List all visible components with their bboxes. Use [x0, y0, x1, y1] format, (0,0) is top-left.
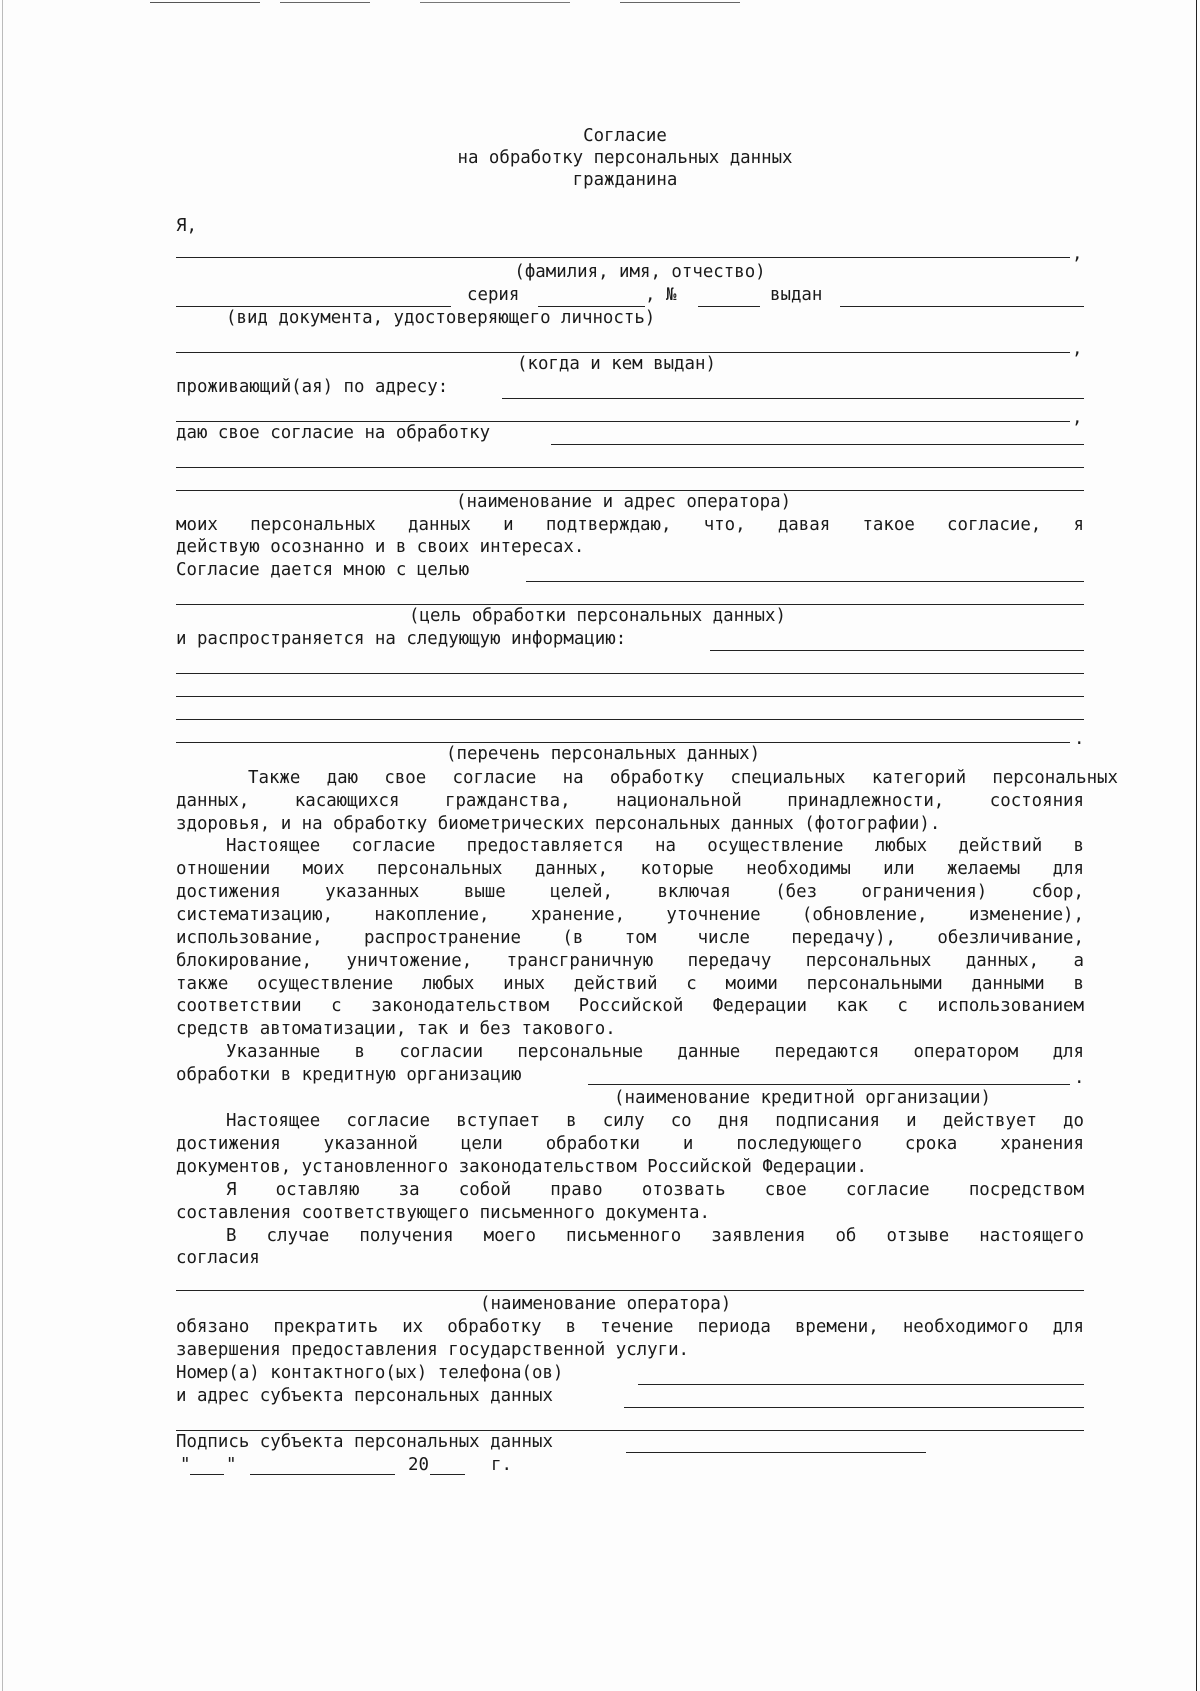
paragraph-line: согласия	[176, 1248, 260, 1268]
paragraph-line: здоровья, и на обработку биометрических персональных данных (фотографии).	[176, 814, 941, 834]
period: .	[1074, 1068, 1085, 1088]
issued-by-field-line[interactable]	[176, 352, 1070, 353]
number-field-line[interactable]	[698, 306, 760, 307]
phone-field-line[interactable]	[638, 1384, 1084, 1385]
paragraph-line: документов, установленного законодательством Российской Федерации.	[176, 1157, 868, 1177]
paragraph-line: также осуществление любых иных действий с моими персональными данными в	[176, 974, 1084, 994]
subject-address-field-line-2[interactable]	[176, 1430, 1084, 1431]
purpose-field-line-2[interactable]	[176, 604, 1084, 605]
operator-field-line[interactable]	[551, 444, 1084, 445]
paragraph-line: В случае получения моего письменного заявления об отзыве настоящего	[226, 1226, 1084, 1246]
title-line1: Согласие	[583, 126, 667, 146]
paragraph-line: данных, касающихся гражданства, национальной принадлежности, состояния	[176, 791, 1084, 811]
paragraph-line: достижения указанной цели обработки и последующего срока хранения	[176, 1134, 1084, 1154]
label-phone: Номер(а) контактного(ых) телефона(ов)	[176, 1363, 564, 1383]
info-field-line-3[interactable]	[176, 696, 1084, 697]
operator-name-field-line[interactable]	[176, 1290, 1084, 1291]
bank-field-line[interactable]	[588, 1084, 1070, 1085]
caption-bank: (наименование кредитной организации)	[614, 1088, 991, 1108]
address-field-line-2[interactable]	[176, 421, 1070, 422]
date-quote-close: "	[226, 1455, 237, 1475]
info-field-line-4[interactable]	[176, 719, 1084, 720]
label-issued-by: выдан	[770, 285, 823, 305]
date-month-field-line[interactable]	[250, 1474, 395, 1475]
scan-edge-right	[1196, 0, 1197, 1691]
caption-fio: (фамилия, имя, отчество)	[514, 262, 766, 282]
paragraph-line: обработки в кредитную организацию	[176, 1065, 522, 1085]
subject-address-field-line[interactable]	[624, 1407, 1084, 1408]
paragraph-line: составления соответствующего письменного документа.	[176, 1203, 710, 1223]
paragraph-line: средств автоматизации, так и без такового.	[176, 1019, 616, 1039]
comma: ,	[1072, 339, 1083, 359]
paragraph-line: отношении моих персональных данных, которые необходимы или желаемы для	[176, 859, 1084, 879]
date-quote-open: "	[180, 1455, 191, 1475]
doc-type-field-line[interactable]	[176, 306, 451, 307]
scan-edge-top	[420, 2, 570, 3]
info-field-line-5[interactable]	[176, 742, 1070, 743]
label-series: серия	[467, 285, 520, 305]
paragraph-line: использование, распространение (в том числе передачу), обезличивание,	[176, 928, 1084, 948]
info-field-line-2[interactable]	[176, 673, 1084, 674]
caption-operator: (наименование оператора)	[480, 1294, 732, 1314]
caption-issued: (когда и кем выдан)	[517, 354, 716, 374]
signature-field-line[interactable]	[626, 1452, 926, 1453]
paragraph-line: обязано прекратить их обработку в течение периода времени, необходимого для	[176, 1317, 1084, 1337]
paragraph-line: блокирование, уничтожение, трансграничную передачу персональных данных, а	[176, 951, 1084, 971]
intro-ya: Я,	[176, 216, 197, 236]
paragraph-line: Настоящее согласие предоставляется на осуществление любых действий в	[226, 836, 1084, 856]
series-field-line[interactable]	[538, 306, 645, 307]
comma: ,	[1072, 408, 1083, 428]
paragraph-line: Также даю свое согласие на обработку специальных категорий персональных	[248, 768, 1118, 788]
scan-edge-left	[2, 0, 3, 1691]
scan-edge-top	[150, 2, 260, 3]
info-field-line[interactable]	[710, 650, 1084, 651]
caption-doc: (вид документа, удостоверяющего личность)	[226, 308, 656, 328]
paragraph-line: Я оставляю за собой право отозвать свое согласие посредством	[226, 1180, 1084, 1200]
paragraph-line: Настоящее согласие вступает в силу со дня подписания и действует до	[226, 1111, 1084, 1131]
title-line2: на обработку персональных данных	[457, 148, 793, 168]
year-suffix: г.	[491, 1455, 512, 1475]
paragraph-line: достижения указанных выше целей, включая (без ограничения) сбор,	[176, 882, 1084, 902]
issued-field-line[interactable]	[840, 306, 1084, 307]
caption-list: (перечень персональных данных)	[446, 744, 761, 764]
label-number: , №	[645, 285, 677, 305]
label-applies-to: и распространяется на следующую информацию:	[176, 629, 627, 649]
date-year-field-line[interactable]	[430, 1474, 465, 1475]
label-address: проживающий(ая) по адресу:	[176, 377, 449, 397]
label-subject-address: и адрес субъекта персональных данных	[176, 1386, 553, 1406]
paragraph-line: Указанные в согласии персональные данные передаются оператором для	[226, 1042, 1084, 1062]
scan-edge-top	[280, 2, 370, 3]
paragraph-line: соответствии с законодательством Российской Федерации как с использованием	[176, 996, 1084, 1016]
purpose-field-line[interactable]	[526, 581, 1084, 582]
paragraph-line: моих персональных данных и подтверждаю, что, давая такое согласие, я	[176, 515, 1084, 535]
paragraph-line: завершения предоставления государственной услуги.	[176, 1340, 690, 1360]
fio-field-line[interactable]	[176, 257, 1070, 258]
scan-edge-top	[620, 2, 740, 3]
caption-operator-address: (наименование и адрес оператора)	[456, 492, 792, 512]
operator-field-line-2[interactable]	[176, 467, 1084, 468]
period: .	[1074, 729, 1085, 749]
year-prefix: 20	[408, 1455, 429, 1475]
paragraph-line: систематизацию, накопление, хранение, уточнение (обновление, изменение),	[176, 905, 1084, 925]
caption-purpose: (цель обработки персональных данных)	[409, 606, 786, 626]
label-signature: Подпись субъекта персональных данных	[176, 1432, 553, 1452]
paragraph-line: действую осознанно и в своих интересах.	[176, 537, 585, 557]
comma: ,	[1072, 244, 1083, 264]
date-day-field-line[interactable]	[190, 1474, 224, 1475]
address-field-line[interactable]	[502, 398, 1084, 399]
label-consent-to: даю свое согласие на обработку	[176, 423, 491, 443]
operator-field-line-3[interactable]	[176, 490, 1084, 491]
label-purpose: Согласие дается мною с целью	[176, 560, 470, 580]
title-line3: гражданина	[572, 170, 678, 190]
